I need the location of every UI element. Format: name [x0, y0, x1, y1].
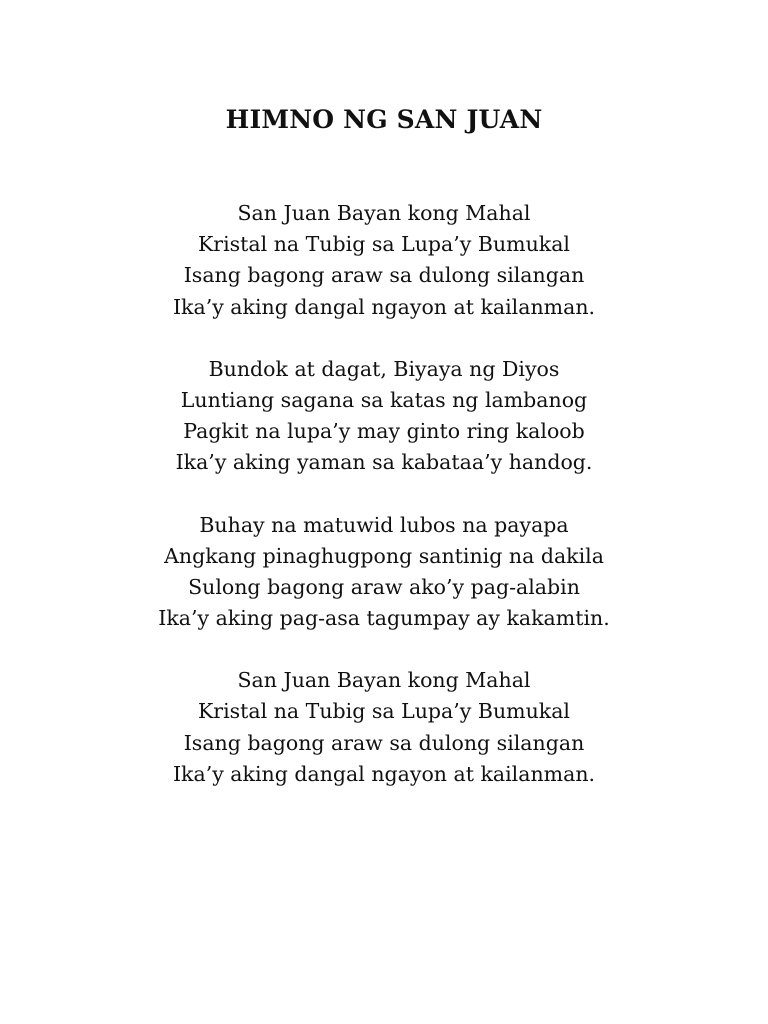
stanza-line: Luntiang sagana sa katas ng lambanog: [180, 387, 588, 412]
stanza-line: Sulong bagong araw ako’y pag-alabin: [188, 574, 580, 599]
stanza-line: Pagkit na lupa’y may ginto ring kaloob: [183, 419, 585, 444]
stanza-line: Buhay na matuwid lubos na payapa: [199, 512, 569, 537]
stanza-line: San Juan Bayan kong Mahal: [237, 668, 531, 693]
stanza-2: [0, 354, 768, 479]
stanza-line: Ika’y aking dangal ngayon at kailanman.: [172, 294, 596, 319]
stanza-line: Kristal na Tubig sa Lupa’y Bumukal: [197, 699, 570, 724]
stanza-line: Isang bagong araw sa dulong silangan: [183, 263, 585, 288]
stanza-line: Isang bagong araw sa dulong silangan: [183, 730, 585, 755]
stanza-line: Bundok at dagat, Biyaya ng Diyos: [208, 356, 560, 381]
stanza-3: [0, 510, 768, 635]
stanza-line: Kristal na Tubig sa Lupa’y Bumukal: [197, 232, 570, 257]
stanza-1: [0, 198, 768, 323]
page-title: HIMNO NG SAN JUAN: [225, 105, 543, 134]
stanza-line: Ika’y aking pag-asa tagumpay ay kakamtin.: [158, 606, 610, 631]
stanza-line: Ika’y aking dangal ngayon at kailanman.: [172, 761, 596, 786]
hymn-lyrics: [0, 198, 768, 821]
stanza-line: Ika’y aking yaman sa kabataa’y handog.: [175, 450, 593, 475]
stanza-4: [0, 665, 768, 790]
stanza-line: Angkang pinaghugpong santinig na dakila: [164, 543, 604, 568]
stanza-line: San Juan Bayan kong Mahal: [237, 201, 531, 225]
